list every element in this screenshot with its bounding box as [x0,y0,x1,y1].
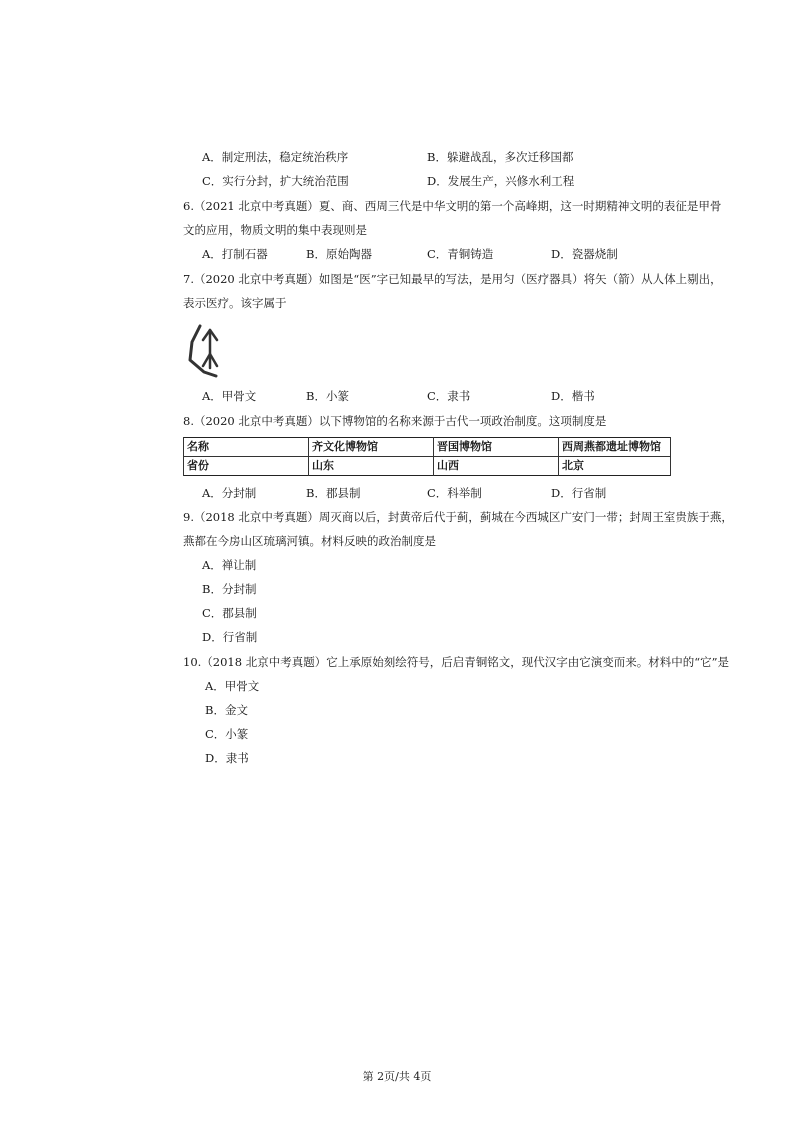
q7-option-a: A．甲骨文 [202,389,257,403]
museum-table [183,437,671,476]
table-row [184,438,671,457]
q7-option-c: C．隶书 [427,389,471,403]
q8-option-b: B．郡县制 [306,486,361,500]
table-cell: 山西 [434,457,559,476]
q8-option-c: C．科举制 [427,486,482,500]
table-cell: 晋国博物馆 [434,438,559,457]
q7-stem-line2: 表示医疗。该字属于 [183,296,287,310]
q6-stem-line1: 6.（2021 北京中考真题）夏、商、西周三代是中华文明的第一个高峰期，这一时期精神文明的表征是甲骨 [183,199,722,213]
q6-option-d: D．瓷器烧制 [551,247,618,261]
table-cell: 山东 [309,457,434,476]
q9-stem-line1: 9.（2018 北京中考真题）周灭商以后，封黄帝后代于蓟，蓟城在今西城区广安门一带；封周王室贵族于燕， [183,510,733,524]
table-cell: 齐文化博物馆 [309,438,434,457]
table-cell: 名称 [184,438,309,457]
q5-option-c: C．实行分封，扩大统治范围 [202,174,349,188]
q5-option-d: D．发展生产，兴修水利工程 [427,174,575,188]
q10-option-a: A．甲骨文 [205,679,260,693]
q9-stem-line2: 燕都在今房山区琉璃河镇。材料反映的政治制度是 [183,534,436,548]
q9-option-c: C．郡县制 [202,606,257,620]
q10-option-c: C．小篆 [205,727,249,741]
q9-option-a: A．禅让制 [202,558,257,572]
q7-stem-line1: 7.（2020 北京中考真题）如图是“医”字已知最早的写法，是用匀（医疗器具）将矢（箭）从人体上剔出， [183,272,722,286]
q6-option-a: A．打制石器 [202,247,268,261]
q8-option-d: D．行省制 [551,486,607,500]
table-cell: 省份 [184,457,309,476]
q6-option-c: C．青铜铸造 [427,247,494,261]
q7-option-b: B．小篆 [306,389,349,403]
table-cell: 北京 [559,457,671,476]
q10-option-b: B．金文 [205,703,248,717]
q10-option-d: D．隶书 [205,751,249,765]
table-row [184,457,671,476]
q5-option-a: A．制定刑法，稳定统治秩序 [202,150,349,164]
q6-option-b: B．原始陶器 [306,247,372,261]
q9-option-d: D．行省制 [202,630,258,644]
q5-option-b: B．躲避战乱，多次迁移国都 [427,150,574,164]
q8-option-a: A．分封制 [202,486,257,500]
q9-option-b: B．分封制 [202,582,257,596]
oracle-yi-character-image [186,320,226,378]
q8-stem-line1: 8.（2020 北京中考真题）以下博物馆的名称来源于古代一项政治制度。这项制度是 [183,414,607,428]
q7-option-d: D．楷书 [551,389,595,403]
page-number-footer: 第 2页/共 4页 [362,1070,432,1083]
q6-stem-line2: 文的应用，物质文明的集中表现则是 [183,223,367,237]
q10-stem-line1: 10.（2018 北京中考真题）它上承原始刻绘符号，后启青铜铭文，现代汉字由它演变而来。材料中的“它”是 [183,655,729,669]
table-cell: 西周燕都遗址博物馆 [559,438,671,457]
